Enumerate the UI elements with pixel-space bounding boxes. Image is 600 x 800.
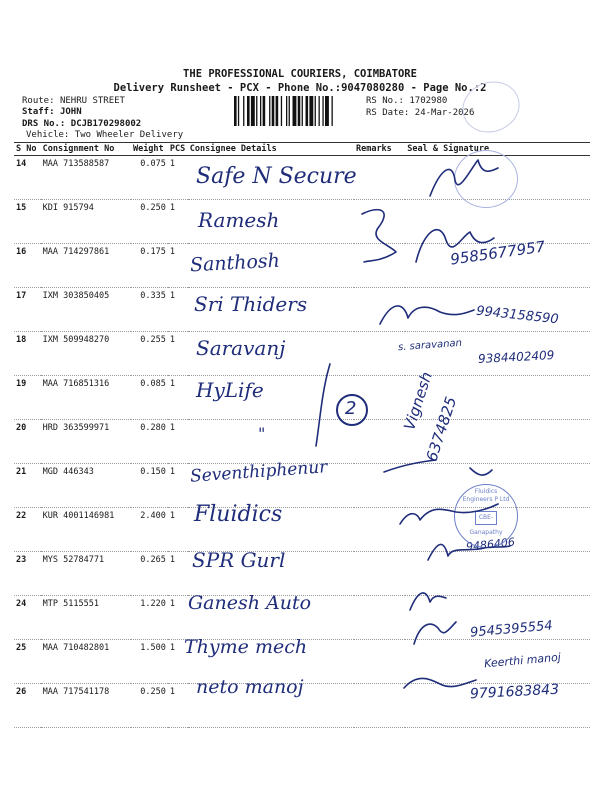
hw-consignee-18: Saravanj — [196, 336, 286, 360]
row-pcs: 1 — [168, 200, 188, 244]
drs-value: DCJB170298002 — [70, 119, 142, 129]
col-weight: Weight — [131, 143, 168, 156]
signature-21-tick — [470, 468, 492, 475]
row-consignment-no: IXM 509948270 — [41, 332, 131, 376]
row-consignment-no: MAA 713588587 — [41, 156, 131, 200]
hw-consignee-23: SPR Gurl — [192, 548, 286, 572]
row-weight: 0.255 — [131, 332, 168, 376]
row-consignment-no: MAA 716851316 — [41, 376, 131, 420]
row-sno: 24 — [14, 596, 41, 640]
hw-name-26: Keerthi manoj — [483, 650, 562, 671]
row-consignment-no: HRD 363599971 — [41, 420, 131, 464]
row-sno: 18 — [14, 332, 41, 376]
row-pcs: 1 — [168, 640, 188, 684]
hw-consignee-21: Seventhiphenur — [189, 457, 328, 487]
row-sno: 25 — [14, 640, 41, 684]
row-consignment-no: MYS 52784771 — [41, 552, 131, 596]
hw-name-18: s. saravanan — [397, 337, 463, 354]
signature-26 — [404, 678, 476, 688]
col-pcs: PCS — [168, 143, 188, 156]
row-weight: 0.250 — [131, 200, 168, 244]
col-sno: S No — [14, 143, 41, 156]
row-weight: 0.265 — [131, 552, 168, 596]
hw-consignee-15: Ramesh — [198, 208, 280, 232]
rs-date-line: RS Date: 24-Mar-2026 — [366, 108, 475, 118]
signature-16 — [416, 230, 494, 262]
staff-value: JOHN — [59, 107, 82, 117]
rs-no-line: RS No.: 1702980 — [366, 96, 448, 106]
signature-25 — [414, 622, 456, 644]
row-sno: 17 — [14, 288, 41, 332]
row-weight: 0.075 — [131, 156, 168, 200]
rs-no-value: 1702980 — [409, 96, 448, 106]
row-consignment-no: MAA 717541178 — [41, 684, 131, 728]
hw-phone-23: 9486406 — [465, 535, 516, 554]
hw-phone-25: 9545395554 — [469, 618, 554, 641]
row-sno: 14 — [14, 156, 41, 200]
vehicle-value: Two Wheeler Delivery — [74, 130, 184, 140]
seal-text: Fluidics Engineers P Ltd — [462, 488, 510, 503]
hw-consignee-22: Fluidics — [194, 502, 283, 527]
row-weight: 1.500 — [131, 640, 168, 684]
route-line: Route: NEHRU STREET — [22, 96, 125, 106]
row-consignment-no: MTP 5115551 — [41, 596, 131, 640]
row-sno: 19 — [14, 376, 41, 420]
row-sno: 20 — [14, 420, 41, 464]
row-consignment-no: MAA 710482801 — [41, 640, 131, 684]
hw-consignee-14: Safe N Secure — [196, 164, 357, 189]
row-pcs: 1 — [168, 376, 188, 420]
hw-consignee-20: " — [258, 424, 266, 443]
runsheet-subtitle: Delivery Runsheet - PCX - Phone No.:9047080280 - Page No.:2 — [113, 82, 487, 94]
route-value: NEHRU STREET — [59, 96, 125, 106]
col-signature: Seal & Signature — [405, 143, 590, 156]
hw-consignee-26: neto manoj — [196, 676, 304, 698]
hw-consignee-19: HyLife — [196, 378, 264, 402]
hw-phone-17: 9943158590 — [475, 303, 560, 328]
signature-21-line — [384, 460, 436, 472]
row-weight: 0.175 — [131, 244, 168, 288]
row-sno: 22 — [14, 508, 41, 552]
col-remarks: Remarks — [354, 143, 405, 156]
row-pcs: 1 — [168, 156, 188, 200]
row-weight: 0.150 — [131, 464, 168, 508]
drs-line: DRS No.: DCJB170298002 — [22, 119, 142, 129]
row-consignment-no: MAA 714297861 — [41, 244, 131, 288]
hw-phone-18: 9384402409 — [477, 348, 555, 366]
row-pcs: 1 — [168, 684, 188, 728]
signature-24 — [410, 593, 446, 610]
row-weight: 2.400 — [131, 508, 168, 552]
seal-logo: CBE- — [475, 511, 497, 525]
row-weight: 0.085 — [131, 376, 168, 420]
row-sno: 16 — [14, 244, 41, 288]
row-sno: 26 — [14, 684, 41, 728]
staff-line: Staff: JOHN — [22, 107, 82, 117]
hw-phone-16: 9585677957 — [449, 237, 547, 269]
row-consignment-no: IXM 303850405 — [41, 288, 131, 332]
row-pcs: 1 — [168, 244, 188, 288]
row-pcs: 1 — [168, 596, 188, 640]
company-title: THE PROFESSIONAL COURIERS, COIMBATORE — [183, 68, 417, 80]
seal-place: Ganapathy — [469, 529, 503, 536]
row-weight: 0.280 — [131, 420, 168, 464]
row-pcs: 1 — [168, 508, 188, 552]
row-consignment-no: MGD 446343 — [41, 464, 131, 508]
signature-17 — [380, 306, 474, 324]
row-sno: 23 — [14, 552, 41, 596]
hw-phone-26: 9791683843 — [469, 681, 560, 703]
row-pcs: 1 — [168, 288, 188, 332]
signature-22 — [400, 504, 498, 524]
circled-number: 2 — [336, 394, 368, 426]
row-pcs: 1 — [168, 464, 188, 508]
hw-phone-20: 6374825 — [422, 394, 461, 464]
hw-name-20: Vignesh — [400, 369, 436, 433]
col-consignment: Consignment No — [41, 143, 131, 156]
signature-15-mark — [362, 210, 396, 262]
signature-19-line — [316, 364, 330, 446]
row-sno: 15 — [14, 200, 41, 244]
col-consignee: Consignee Details — [188, 143, 354, 156]
row-consignment-no: KUR 4001146981 — [41, 508, 131, 552]
signature-14 — [430, 160, 498, 196]
row-weight: 1.220 — [131, 596, 168, 640]
rs-date-value: 24-Mar-2026 — [414, 108, 475, 118]
row-consignment-no: KDI 915794 — [41, 200, 131, 244]
hw-consignee-16: Santhosh — [189, 249, 281, 277]
hw-consignee-24: Ganesh Auto — [188, 592, 312, 614]
row-pcs: 1 — [168, 552, 188, 596]
row-weight: 0.335 — [131, 288, 168, 332]
row-pcs: 1 — [168, 332, 188, 376]
row-pcs: 1 — [168, 420, 188, 464]
row-sno: 21 — [14, 464, 41, 508]
hw-consignee-17: Sri Thiders — [194, 292, 308, 316]
row-weight: 0.250 — [131, 684, 168, 728]
signature-23 — [428, 544, 510, 560]
hw-consignee-25: Thyme mech — [184, 636, 308, 658]
vehicle-line: Vehicle: Two Wheeler Delivery — [26, 130, 184, 140]
